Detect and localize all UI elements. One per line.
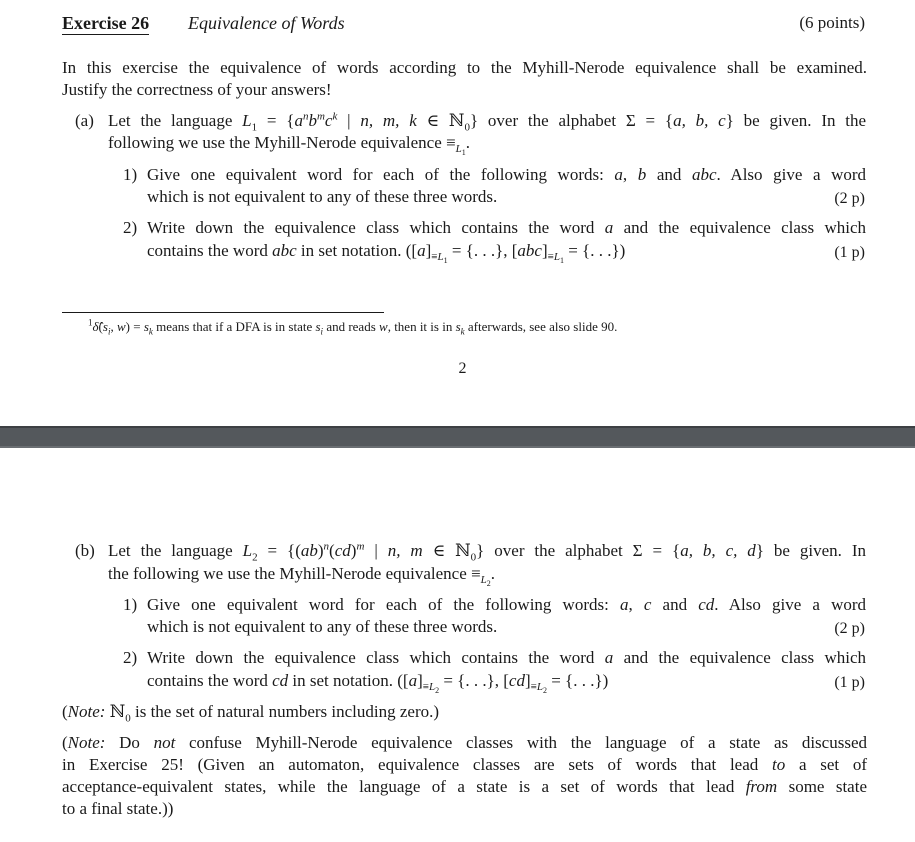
- part-a-item-1-number: 1): [123, 165, 138, 184]
- page-separator: [0, 426, 915, 448]
- part-a-item-1-line-2: which is not equivalent to any of these three words.: [147, 187, 498, 206]
- exercise-number: Exercise 26: [62, 13, 150, 33]
- part-b-item-2-points: (1 p): [834, 674, 865, 691]
- note-naturals: (Note: ℕ$_0$ is the set of natural numbers including zero.): [62, 702, 440, 725]
- part-b-item-1-line-2: which is not equivalent to any of these three words.: [147, 617, 498, 636]
- note-2-line-1: (Note: Do not confuse Myhill-Nerode equivalence classes with the language of a state as discussed: [62, 733, 867, 752]
- footnote-rule: [62, 312, 384, 313]
- intro-line-1: In this exercise the equivalence of words according to the Myhill-Nerode equivalence shall be examined.: [62, 58, 867, 77]
- part-b-item-1-number: 1): [123, 595, 138, 614]
- part-b-item-2-line-1: Write down the equivalence class which contains the word a and the equivalence class which: [147, 648, 867, 667]
- part-a-statement-line-2: following we use the Myhill-Nerode equivalence $\equiv_{L_1}$.: [108, 133, 470, 158]
- part-b-statement-line-2: the following we use the Myhill-Nerode equivalence $\equiv_{L_2}$.: [108, 564, 495, 589]
- part-a-item-2-number: 2): [123, 218, 138, 237]
- note-2-line-4: to a final state.)): [62, 799, 174, 818]
- part-a-item-2-points: (1 p): [834, 244, 865, 261]
- part-b-item-1-points: (2 p): [834, 620, 865, 637]
- part-b-item-1-line-1: Give one equivalent word for each of the following words: a, c and cd. Also give a word: [147, 595, 867, 614]
- part-b-item-2-number: 2): [123, 648, 138, 667]
- part-a-item-2-line-2: contains the word abc in set notation. ($[a]_{\equiv L_1}$ = {. . .}, $[abc]_{\equiv L_1}$ = {. . .}): [147, 241, 626, 266]
- part-a-label: (a): [75, 111, 94, 130]
- page-number: 2: [458, 360, 467, 377]
- part-a-item-1-line-1: Give one equivalent word for each of the following words: a, b and abc. Also give a word: [147, 165, 867, 184]
- part-a-statement-line-1: Let the language $L_1 = \{a^nb^mc^k$ | n, m, k ∈ ℕ$_0$} over the alphabet Σ = {a, b, c} be given. In the: [108, 110, 867, 134]
- part-b-label: (b): [75, 541, 95, 560]
- note-2-line-3: acceptance-equivalent states, while the language of a state is a set of words that lead from some state: [62, 777, 867, 796]
- part-a-item-1-points: (2 p): [834, 190, 865, 207]
- part-b-statement-line-1: Let the language $L_2 = \{(ab)^n(cd)^m$ | n, m ∈ ℕ$_0$} over the alphabet Σ = {a, b, c, d} be given. In: [108, 540, 867, 564]
- exercise-points: (6 points): [799, 13, 865, 32]
- exercise-title: Equivalence of Words: [188, 13, 345, 33]
- part-a-item-2-line-1: Write down the equivalence class which contains the word a and the equivalence class which: [147, 218, 867, 237]
- footnote: $^1\deltâ(s_i$, $w) = s_k$ means that if a DFA is in state $s_i$ and reads w, then it is in $s_k$ afterwards, see also slide 90.: [88, 317, 618, 337]
- note-2-line-2: in Exercise 25! (Given an automaton, equivalence classes are sets of words that lead to a set of: [62, 755, 868, 774]
- intro-line-2: Justify the correctness of your answers!: [62, 80, 332, 99]
- part-b-item-2-line-2: contains the word cd in set notation. ($[a]_{\equiv L_2}$ = {. . .}, $[cd]_{\equiv L_2}$ = {. . .}): [147, 671, 609, 696]
